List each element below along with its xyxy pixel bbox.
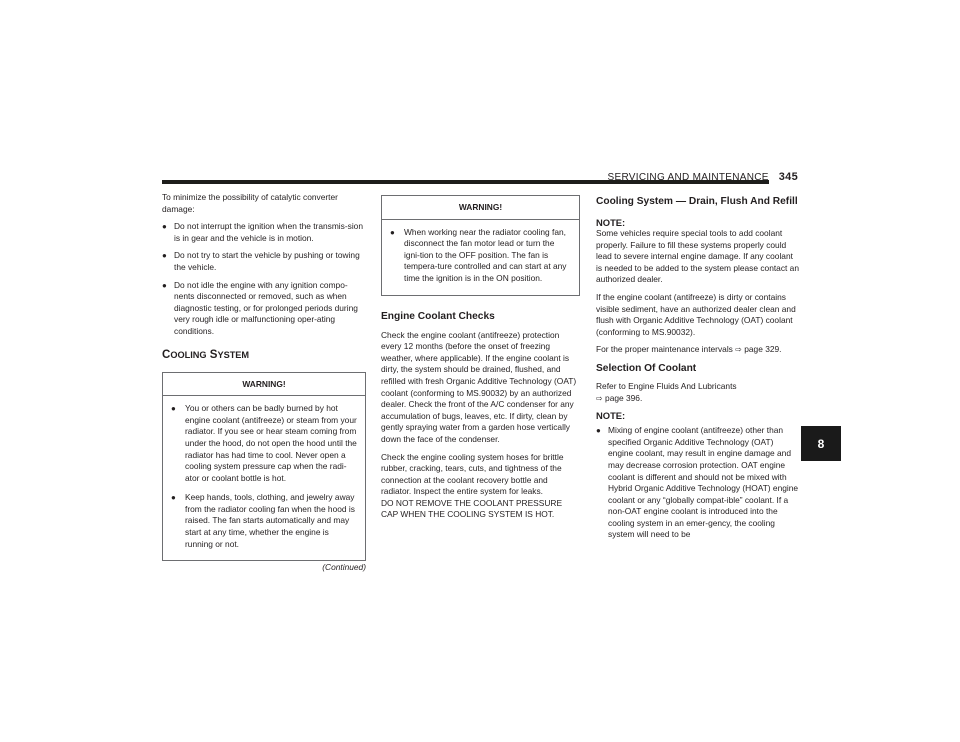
paragraph: Check the engine coolant (antifreeze) protection every 12 months (before the onset of freezing weather, where applicable). If the engine coolant is dirty, the system should be drained, flushed, and refilled with fresh Organic Additive Technology (OAT) coolant (conforming to MS.90032) by an authorized dealer. Check the front of the A/C condenser for any accumulation of bugs, leaves, etc. If dirty, clean by gently spraying water from a garden hose vertically down the face of the condenser. bbox=[381, 329, 577, 444]
page-reference-icon: ⇨ bbox=[596, 393, 603, 403]
drain-flush-refill-heading: Cooling System — Drain, Flush And Refill bbox=[596, 196, 798, 207]
selection-of-coolant-heading: Selection Of Coolant bbox=[596, 362, 697, 374]
intro-paragraph: To minimize the possibility of catalytic converter damage: bbox=[162, 192, 338, 214]
list-item: ● Do not interrupt the ignition when the transmis-sion is in gear and the vehicle is in motion. bbox=[162, 221, 364, 243]
bullet-icon: ● bbox=[162, 222, 167, 232]
column-3 bbox=[596, 195, 800, 547]
paragraph: Check the engine cooling system hoses for brittle rubber, cracking, tears, cuts, and tightness of the connection at the coolant recovery bottle and radiator. Inspect the entire system for leaks. bbox=[381, 451, 564, 497]
continued-label: (Continued) bbox=[322, 562, 366, 573]
note-label: NOTE: bbox=[596, 217, 626, 228]
paragraph: Refer to Engine Fluids And Lubricants ⇨ page 396. bbox=[596, 380, 737, 403]
bullet-icon: ● bbox=[171, 404, 176, 414]
bullet-icon: ● bbox=[596, 426, 601, 436]
column-1 bbox=[162, 192, 366, 574]
warning-title: WARNING! bbox=[163, 373, 365, 397]
running-header bbox=[600, 171, 798, 183]
list-item: ● Do not try to start the vehicle by pushing or towing the vehicle. bbox=[162, 250, 360, 272]
list-item: ● Do not idle the engine with any ignition compo-nents disconnected or removed, such as when diagnostic testing, or for prolonged periods during very rough idle or malfunctioning oper-ating conditions. bbox=[162, 279, 358, 336]
page-reference-link[interactable]: page 396. bbox=[605, 392, 643, 403]
bullet-icon: ● bbox=[162, 251, 167, 261]
bullet-icon: ● bbox=[390, 227, 395, 237]
list-item: ● Mixing of engine coolant (antifreeze) other than specified Organic Additive Technology (OAT) engine coolant, may result in engine damage and may decrease corrosion protection. OAT engine coolant is different and should not be mixed with Hybrid Organic Additive Technology (HOAT) engine coolant or any “globally compat-ible” coolant. If a non-OAT engine coolant is introduced into the cooling system in an emer-gency, the cooling system will need to be bbox=[596, 425, 799, 540]
page-number: 345 bbox=[778, 171, 798, 183]
paragraph: If the engine coolant (antifreeze) is dirty or contains visible sediment, have an authorized dealer clean and flush with Organic Additive Technology (OAT) coolant (conforming to MS.90032). bbox=[596, 291, 796, 337]
warning-box bbox=[162, 372, 366, 562]
note-text: Some vehicles require special tools to add coolant properly. Failure to fill these systems properly could lead to severe internal engine damage. If any coolant is needed to be added to the system please contact an authorized dealer. bbox=[596, 228, 799, 285]
warning-title: WARNING! bbox=[382, 196, 579, 220]
page-reference-link[interactable]: page 329. bbox=[744, 344, 782, 355]
bullet-icon: ● bbox=[171, 493, 176, 503]
caution-paragraph: DO NOT REMOVE THE COOLANT PRESSURE CAP WHEN THE COOLING SYSTEM IS HOT. bbox=[381, 497, 563, 520]
engine-coolant-checks-heading: Engine Coolant Checks bbox=[381, 310, 495, 322]
note-label: NOTE: bbox=[596, 410, 626, 422]
warning-item: ● Keep hands, tools, clothing, and jewelry away from the radiator cooling fan when the hood is raised. The fan starts automatically and may start at any time, whether the engine is running or not. bbox=[171, 492, 355, 549]
bullet-icon: ● bbox=[162, 280, 167, 290]
warning-item: ● You or others can be badly burned by hot engine coolant (antifreeze) or steam from your radiator. If you see or hear steam coming from under the hood, do not open the hood until the radiator has had time to cool. Never open a cooling system pressure cap when the radi-ator or coolant bottle is hot. bbox=[171, 403, 357, 483]
section-title: SERVICING AND MAINTENANCE bbox=[607, 172, 769, 183]
warning-item: ● When working near the radiator cooling fan, disconnect the fan motor lead or turn the igni-tion to the OFF position. The fan is tempera-ture controlled and can start at any time the ignition is in the ON position. bbox=[390, 226, 567, 283]
warning-box bbox=[381, 195, 580, 296]
column-2 bbox=[381, 195, 580, 527]
cooling-system-heading: COOLING SYSTEM bbox=[162, 348, 250, 361]
chapter-tab: 8 bbox=[801, 426, 841, 461]
page-reference-icon: ⇨ bbox=[735, 345, 742, 355]
paragraph: For the proper maintenance intervals ⇨ page 329. bbox=[596, 344, 782, 355]
